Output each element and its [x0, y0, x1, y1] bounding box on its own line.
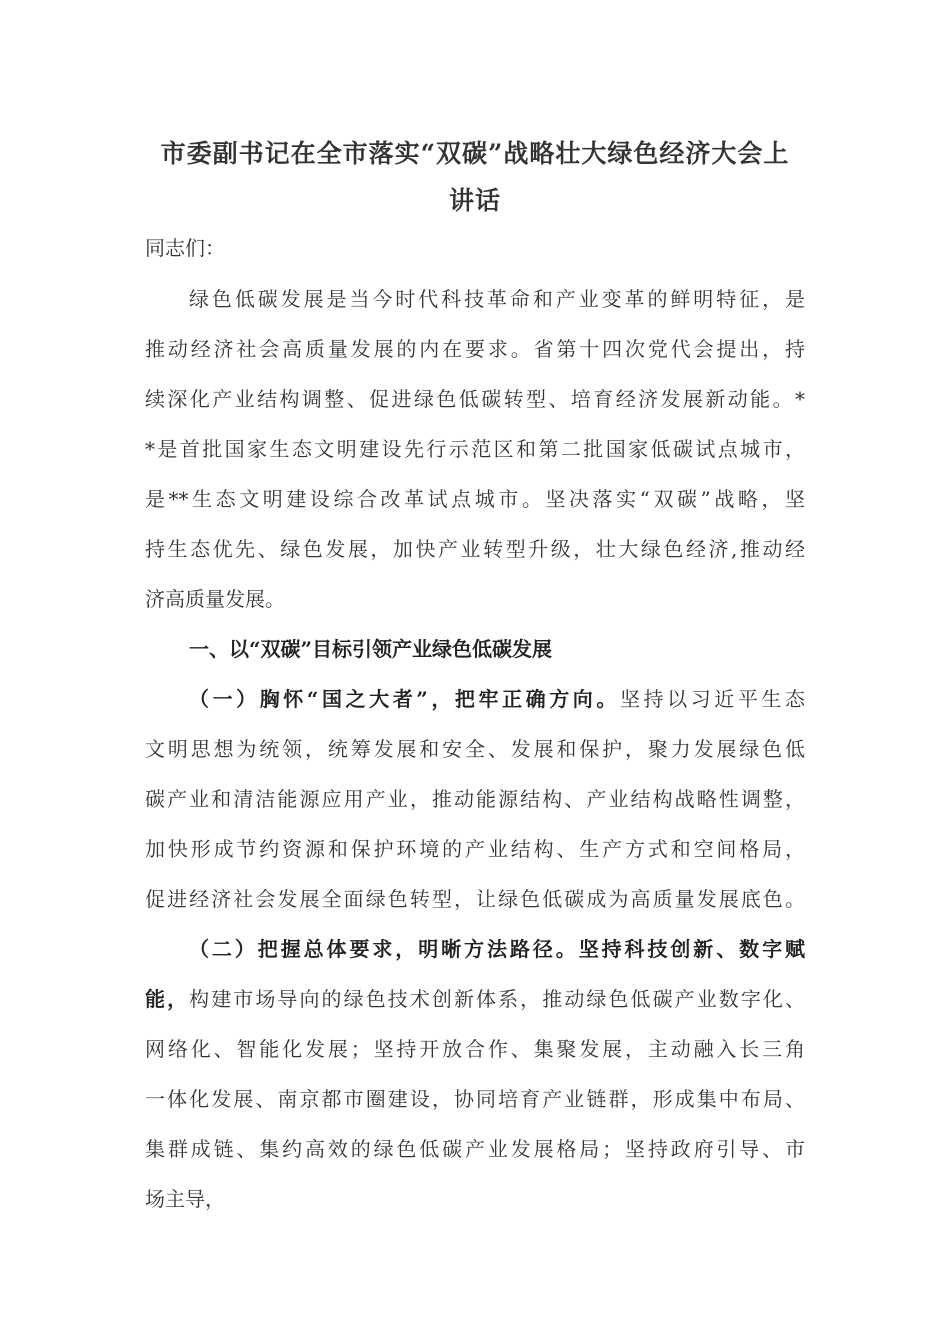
paragraph-1-line-4: *是首批国家生态文明建设先行示范区和第二批国家低碳试点城市，: [145, 437, 805, 461]
subsection-1-line-5: 促进经济社会发展全面绿色转型，让绿色低碳成为高质量发展底色。: [145, 887, 805, 911]
subsection-2-line-4: 一体化发展、南京都市圈建设，协同培育产业链群，形成集中布局、: [145, 1087, 805, 1111]
paragraph-1-line-1: 绿色低碳发展是当今时代科技革命和产业变革的鲜明特征，是: [189, 287, 805, 311]
subsection-2-line-5: 集群成链、集约高效的绿色低碳产业发展格局；坚持政府引导、市: [145, 1137, 805, 1161]
paragraph-1-line-7: 济高质量发展。: [145, 587, 285, 611]
paragraph-1-line-2: 推动经济社会高质量发展的内在要求。省第十四次党代会提出，持: [145, 337, 805, 361]
subsection-2-line-2-text: 构建市场导向的绿色技术创新体系，推动绿色低碳产业数字化、: [189, 987, 806, 1011]
subsection-1-first-text: 坚持以习近平生态: [619, 687, 806, 711]
subsection-2-line-6: 场主导，: [145, 1187, 225, 1211]
subsection-1-heading: （一）胸怀“国之大者”，把牢正确方向。: [189, 687, 620, 711]
subsection-2-heading-line-1: （二）把握总体要求，明晰方法路径。坚持科技创新、数字赋: [189, 937, 805, 961]
document-title-line-2: 讲话: [448, 186, 501, 215]
subsection-2-heading-end: 能，: [145, 987, 190, 1011]
subsection-2-line-2: [145, 984, 805, 1014]
subsection-1-line-1: [189, 684, 805, 714]
paragraph-1-line-6: 持生态优先、绿色发展，加快产业转型升级，壮大绿色经济,推动经: [145, 537, 805, 561]
subsection-1-line-4: 加快形成节约资源和保护环境的产业结构、生产方式和空间格局，: [145, 837, 805, 861]
subsection-2-line-3: 网络化、智能化发展；坚持开放合作、集聚发展，主动融入长三角: [145, 1037, 805, 1061]
salutation: 同志们：: [145, 236, 225, 260]
subsection-1-line-3: 碳产业和清洁能源应用产业，推动能源结构、产业结构战略性调整，: [145, 787, 805, 811]
paragraph-1-line-5: 是**生态文明建设综合改革试点城市。坚决落实“双碳”战略，坚: [145, 487, 805, 511]
section-heading-1: 一、以“双碳”目标引领产业绿色低碳发展: [189, 637, 553, 661]
paragraph-1-line-3: 续深化产业结构调整、促进绿色低碳转型、培育经济发展新动能。*: [145, 387, 805, 411]
subsection-1-line-2: 文明思想为统领，统筹发展和安全、发展和保护，聚力发展绿色低: [145, 737, 805, 761]
document-title-line-1: 市委副书记在全市落实“双碳”战略壮大绿色经济大会上: [160, 139, 790, 168]
